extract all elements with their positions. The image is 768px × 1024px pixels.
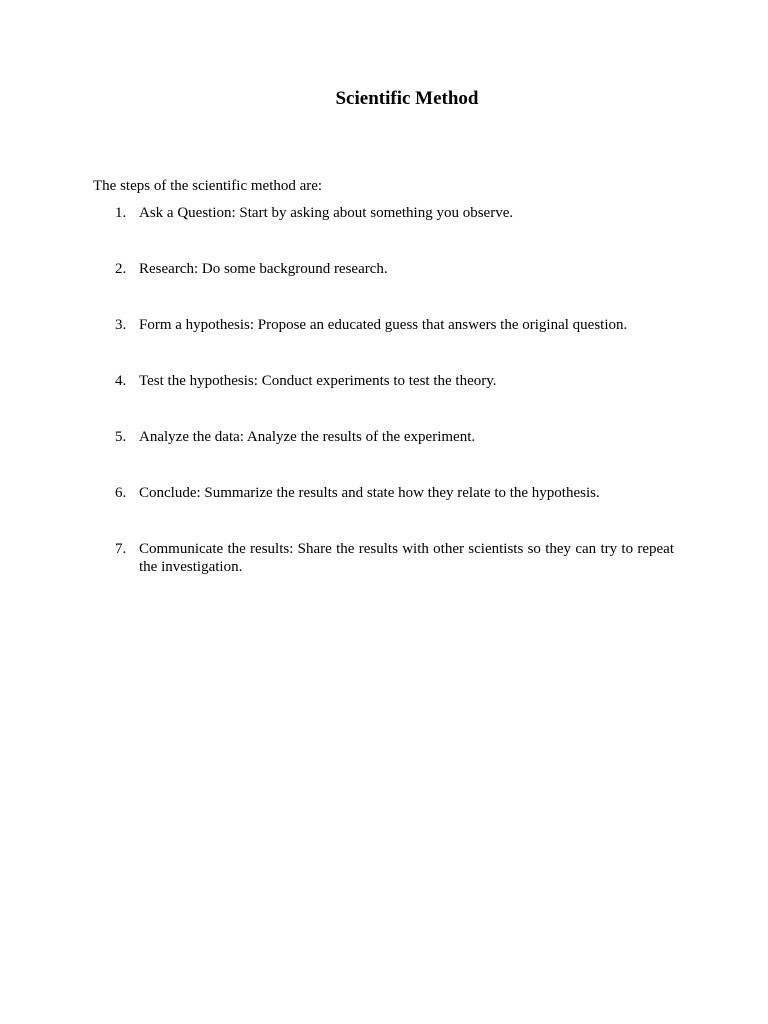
step-text: Form a hypothesis: Propose an educated guess that answers the original question. bbox=[139, 317, 628, 333]
step-number: 3. bbox=[115, 317, 127, 333]
step-number: 6. bbox=[115, 485, 127, 501]
list-item bbox=[93, 428, 674, 446]
step-number: 2. bbox=[115, 261, 127, 277]
steps-list bbox=[93, 204, 674, 614]
list-item bbox=[93, 260, 674, 278]
list-item bbox=[93, 372, 674, 390]
step-text: Test the hypothesis: Conduct experiments to test the theory. bbox=[139, 373, 497, 389]
step-text: Communicate the results: Share the results with other scientists so they can try to repeat the investigation. bbox=[139, 541, 674, 575]
list-item bbox=[93, 540, 674, 576]
step-text: Analyze the data: Analyze the results of the experiment. bbox=[139, 429, 476, 445]
step-text: Conclude: Summarize the results and state how they relate to the hypothesis. bbox=[139, 485, 600, 501]
step-number: 4. bbox=[115, 373, 127, 389]
step-number: 5. bbox=[115, 429, 127, 445]
intro-text: The steps of the scientific method are: bbox=[93, 178, 323, 194]
document-title: Scientific Method bbox=[335, 88, 479, 109]
list-item bbox=[93, 484, 674, 502]
list-item bbox=[93, 204, 674, 222]
step-number: 1. bbox=[115, 205, 127, 221]
step-text: Research: Do some background research. bbox=[139, 261, 388, 277]
list-item bbox=[93, 316, 674, 334]
step-number: 7. bbox=[115, 541, 127, 557]
step-text: Ask a Question: Start by asking about something you observe. bbox=[139, 205, 514, 221]
